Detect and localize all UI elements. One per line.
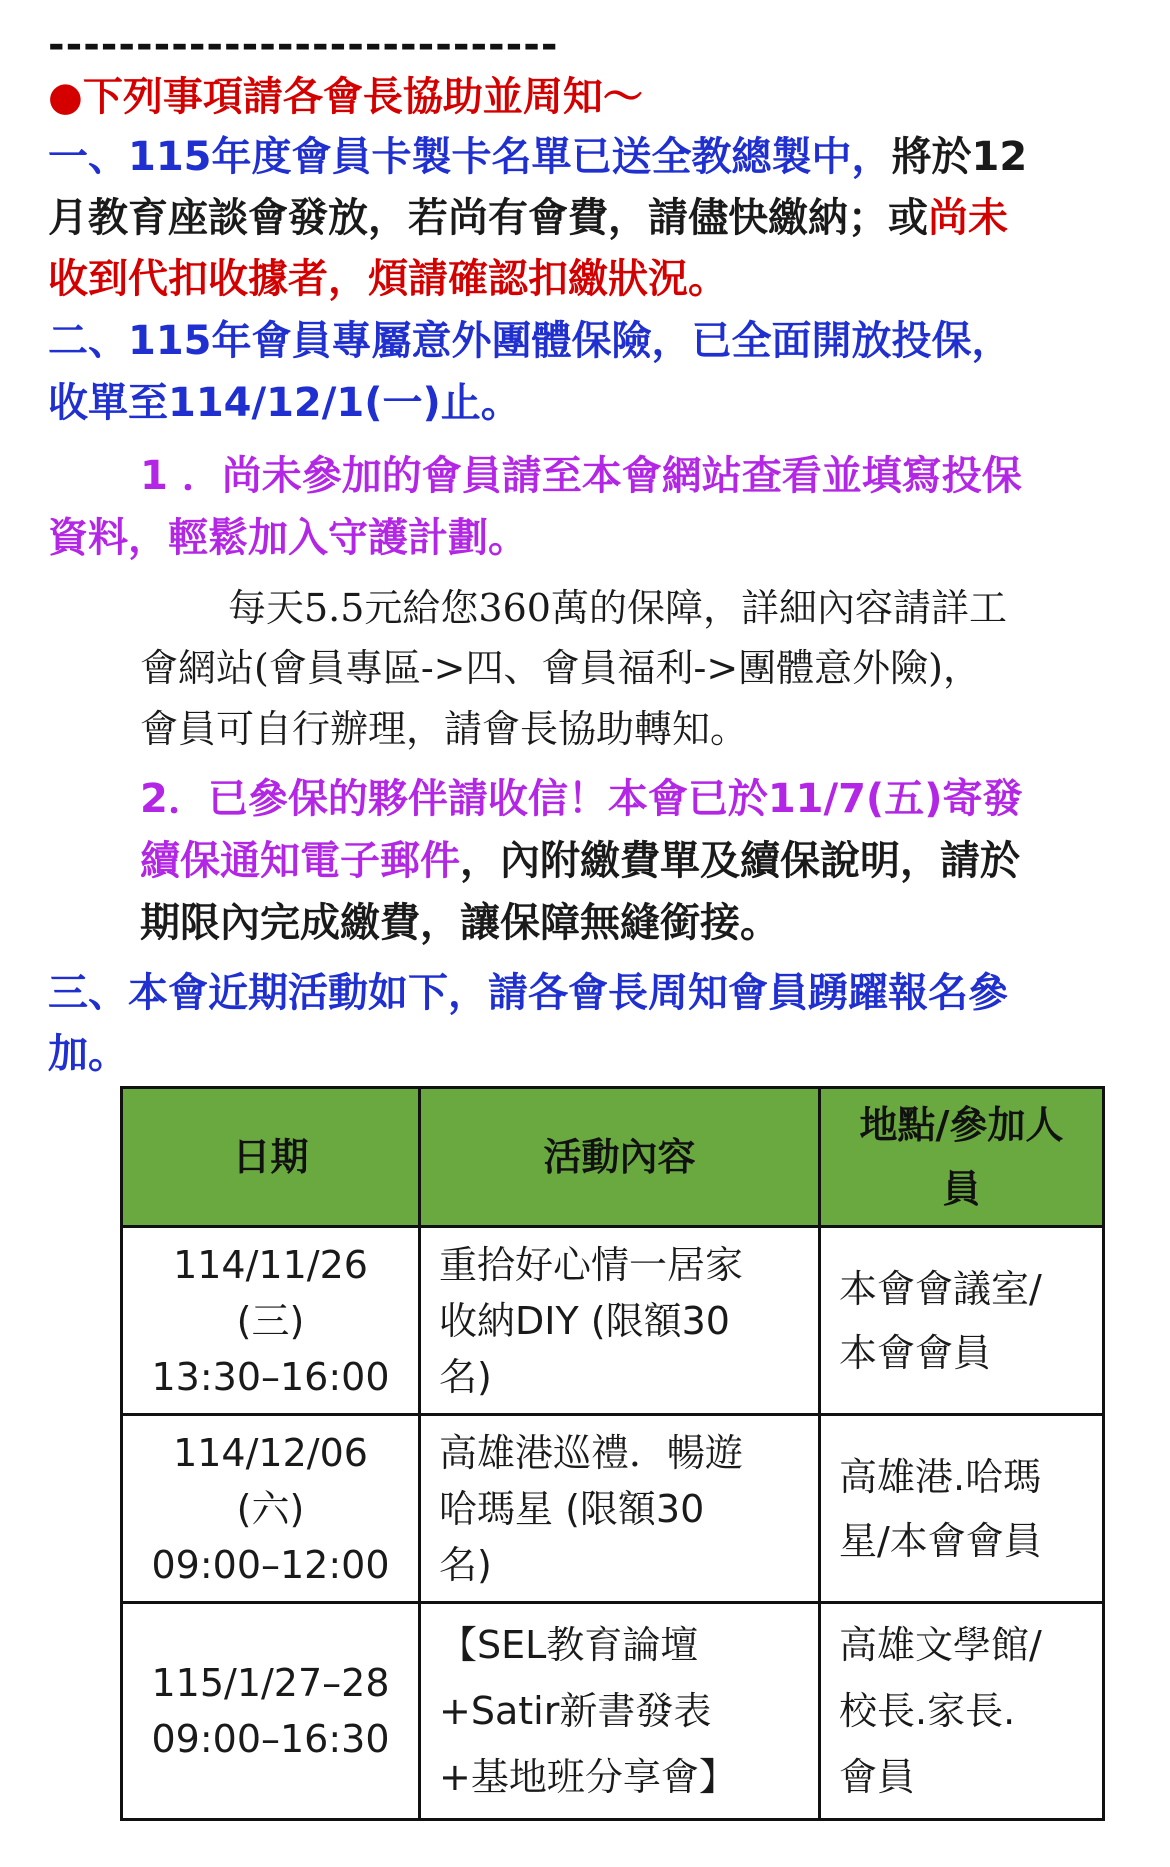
item3-line2: 加。 [48, 1031, 128, 1077]
row1-date [122, 1227, 420, 1415]
item2-sub1-line1: 1 ．尚未參加的會員請至本會網站查看並填寫投保 [140, 453, 1022, 499]
item2-line1: 二、115年會員專屬意外團體保險，已全面開放投保， [48, 318, 1012, 364]
table-row [122, 1227, 1104, 1415]
row3-place [820, 1603, 1104, 1820]
item3-line1: 三、本會近期活動如下，請各會長周知會員踴躍報名參 [48, 970, 1008, 1016]
item1-line1-blue: 一、115年度會員卡製卡名單已送全教總製中， [48, 134, 892, 180]
item1-line2 [48, 187, 1008, 249]
item1-line2-black: 月教育座談會發放，若尚有會費，請儘快繳納；或 [48, 195, 928, 241]
row2-activity-line3: 名) [439, 1542, 492, 1587]
row3-activity [420, 1603, 820, 1820]
table-row [122, 1603, 1104, 1820]
row2-place-line1: 高雄港.哈瑪 [839, 1454, 1042, 1499]
divider-line: ----------------------------- [48, 22, 559, 68]
item2-line2: 收單至114/12/1(一)止。 [48, 380, 521, 426]
item1-line1-black: 將於12 [891, 134, 1028, 180]
item1-line1 [48, 126, 1027, 188]
header-place-line1: 地點/參加人 [859, 1103, 1064, 1147]
row1-place-line1: 本會會議室/ [839, 1266, 1042, 1311]
row1-date-line1: 114/11/26 [173, 1242, 368, 1287]
row1-activity-line2: 收納DIY (限額30 [439, 1298, 730, 1343]
item2-sub1-line2: 資料，輕鬆加入守護計劃。 [48, 515, 528, 561]
row2-activity-line2: 哈瑪星 (限額30 [439, 1486, 705, 1531]
row1-place-line2: 本會會員 [839, 1330, 992, 1375]
row3-date-line2: 09:00–16:30 [151, 1717, 390, 1761]
item2-sub2-line3: 期限內完成繳費，讓保障無縫銜接。 [140, 900, 780, 946]
row3-activity-line3: +基地班分享會】 [439, 1755, 737, 1799]
table-header-row [122, 1088, 1104, 1227]
row3-place-line3: 會員 [839, 1755, 916, 1799]
row2-date-line3: 09:00–12:00 [151, 1542, 390, 1587]
item2-sub2-line1: 2．已參保的夥伴請收信！本會已於11/7(五)寄發 [140, 776, 1023, 822]
row3-date-line1: 115/1/27–28 [151, 1661, 390, 1705]
row1-date-line2: (三) [236, 1298, 305, 1343]
row1-activity-line3: 名) [439, 1354, 492, 1399]
item1-line3: 收到代扣收據者，煩請確認扣繳狀況。 [48, 256, 728, 302]
row2-activity-line1: 高雄港巡禮．暢遊 [439, 1430, 744, 1475]
row1-place [820, 1227, 1104, 1415]
row2-activity [420, 1415, 820, 1603]
row3-date [122, 1603, 420, 1820]
header-place-line2: 員 [942, 1167, 981, 1211]
header-place [820, 1088, 1104, 1227]
row3-place-line1: 高雄文學館/ [839, 1623, 1042, 1667]
header-activity: 活動內容 [420, 1088, 820, 1227]
row1-activity [420, 1227, 820, 1415]
item2-sub2-line2-purple: 續保通知電子郵件 [140, 838, 460, 884]
row2-date-line2: (六) [236, 1486, 305, 1531]
item2-sub2-line2 [140, 830, 1020, 892]
row3-place-line2: 校長.家長. [839, 1689, 1016, 1733]
item2-sub2-line2-black: ，內附繳費單及續保說明，請於 [460, 838, 1020, 884]
row2-date [122, 1415, 420, 1603]
header-date: 日期 [122, 1088, 420, 1227]
item2-detail-line3: 會員可自行辦理，請會長協助轉知。 [140, 707, 749, 751]
events-table [120, 1086, 1105, 1821]
notice-heading: ●下列事項請各會長協助並周知～ [48, 74, 643, 120]
item1-line2-red: 尚未 [928, 195, 1008, 241]
table-row [122, 1415, 1104, 1603]
row3-activity-line2: +Satir新書發表 [439, 1689, 712, 1733]
item2-detail-line2: 會網站(會員專區->四、會員福利->團體意外險)， [140, 646, 982, 690]
row1-activity-line1: 重拾好心情一居家 [439, 1242, 744, 1287]
row2-place-line2: 星/本會會員 [839, 1518, 1042, 1563]
row2-date-line1: 114/12/06 [173, 1430, 368, 1475]
row1-date-line3: 13:30–16:00 [151, 1354, 390, 1399]
item2-detail-line1: 每天5.5元給您360萬的保障，詳細內容請詳工 [228, 586, 1007, 630]
row3-activity-line1: 【SEL教育論壇 [439, 1623, 699, 1667]
row2-place [820, 1415, 1104, 1603]
